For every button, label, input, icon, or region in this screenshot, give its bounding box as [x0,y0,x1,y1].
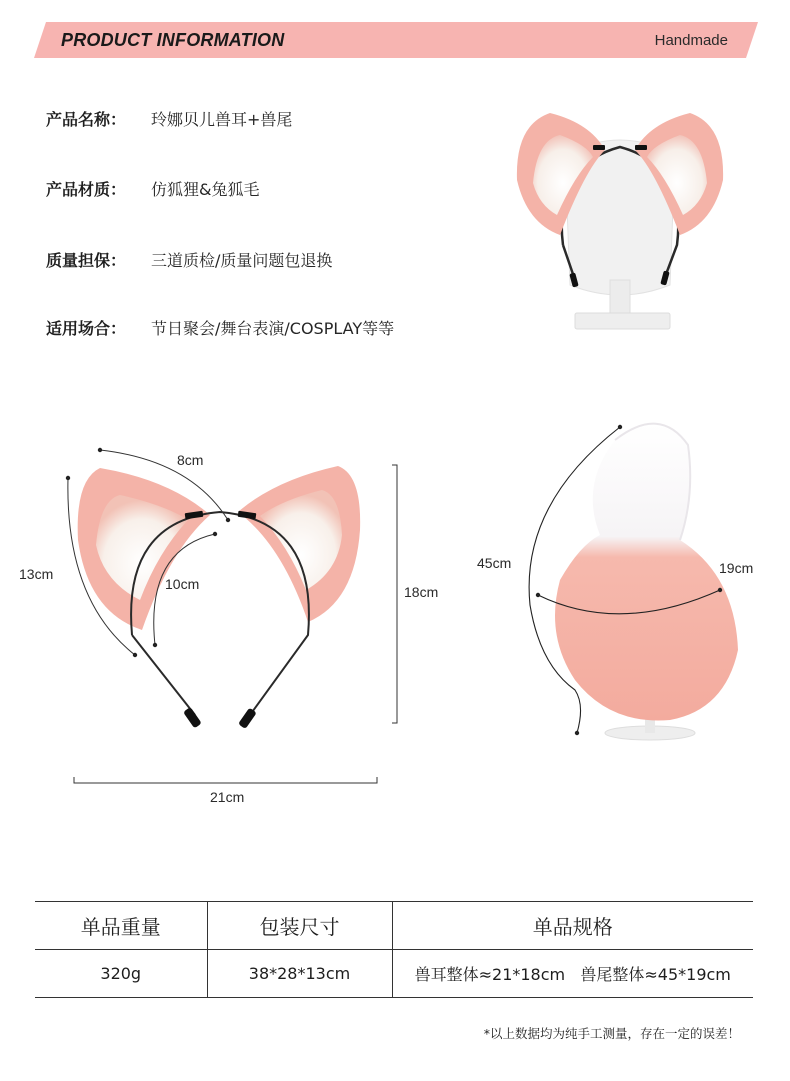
weight-header: 单品重量 [35,902,207,950]
usage-value: 节日聚会/舞台表演/COSPLAY等等 [151,319,395,338]
ears-dimension-image [60,440,410,740]
usage-label: 适用场合： [46,319,127,338]
package-size-header: 包装尺寸 [207,902,392,950]
product-name-label: 产品名称： [46,110,127,129]
tail-dimension-image [520,405,755,750]
item-spec-value: 兽耳整体≈21*18cm 兽尾整体≈45*19cm [392,950,753,998]
spec-data-row [35,950,753,998]
ears-on-stand-image [505,105,735,335]
material-label: 产品材质： [46,180,127,199]
tail-length-label: 45cm [477,555,512,571]
banner-title: PRODUCT INFORMATION [61,30,285,50]
material-value: 仿狐狸&兔狐毛 [151,180,260,199]
quality-label: 质量担保： [46,251,127,270]
spec-table [35,901,753,998]
product-name-value: 玲娜贝儿兽耳+兽尾 [151,110,293,129]
banner-subtitle: Handmade [654,32,728,49]
package-size-value: 38*28*13cm [207,950,392,998]
inner-width-label: 10cm [165,576,200,592]
ear-width-label: 8cm [177,452,204,468]
total-height-label: 18cm [404,584,439,600]
item-spec-header: 单品规格 [392,902,753,950]
weight-value: 320g [35,950,207,998]
quality-value: 三道质检/质量问题包退换 [151,251,333,270]
measurement-footnote: *以上数据均为纯手工测量，存在一定的误差！ [483,1026,740,1041]
tail-width-label: 19cm [719,560,754,576]
header-banner [34,22,758,58]
total-width-label: 21cm [210,789,245,805]
spec-header-row [35,902,753,950]
width-bracket [72,776,382,788]
ear-height-label: 13cm [19,566,54,582]
